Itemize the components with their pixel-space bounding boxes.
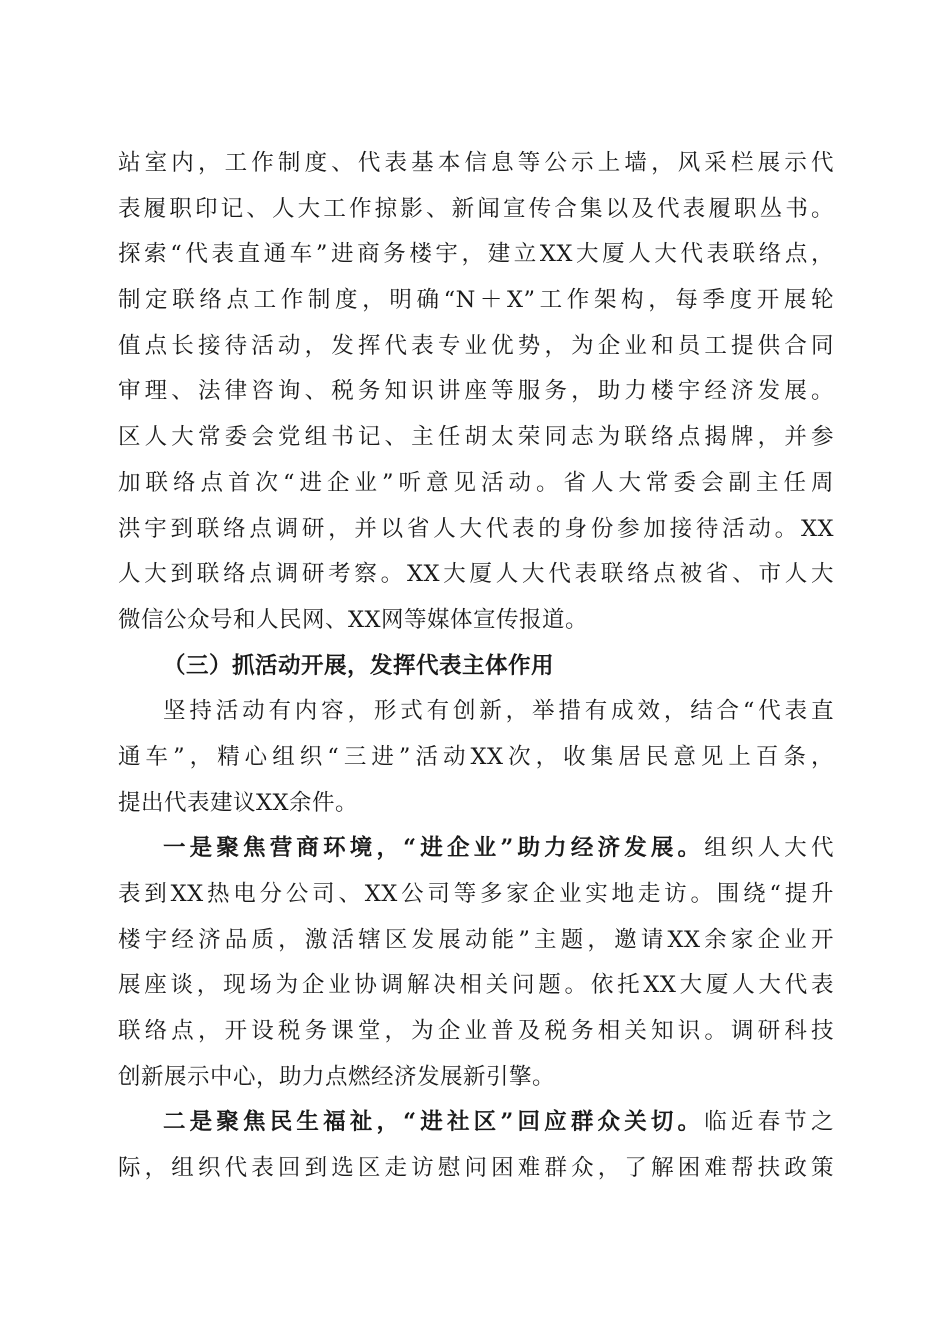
document-body <box>118 141 834 1192</box>
text-line: 表履职印记、人大工作掠影、新闻宣传合集以及代表履职丛书。 <box>118 195 834 222</box>
text-line: 站室内，工作制度、代表基本信息等公示上墙，风采栏展示代 <box>118 150 834 176</box>
paragraph-community-visits <box>118 1100 834 1191</box>
text-line: 联络点，开设税务课堂，为企业普及税务相关知识。调研科技 <box>118 1018 834 1045</box>
paragraph-activities-summary <box>118 689 834 826</box>
section-heading <box>118 644 834 690</box>
section-heading-text: （三）抓活动开展，发挥代表主体作用 <box>163 652 555 679</box>
paragraph-lead-bold: 二是聚焦民生福祉，“进社区”回应群众关切。 <box>163 1109 705 1136</box>
text-line: 提出代表建议XX余件。 <box>118 789 359 816</box>
text-line: 创新展示中心，助力点燃经济发展新引擎。 <box>118 1063 556 1090</box>
text-line <box>118 826 834 872</box>
text-line: 洪宇到联络点调研，并以省人大代表的身份参加接待活动。XX <box>118 515 834 542</box>
text-line: 审理、法律咨询、税务知识讲座等服务，助力楼宇经济发展。 <box>118 378 834 405</box>
text-line: 人大到联络点调研考察。XX大厦人大代表联络点被省、市人大 <box>118 561 834 588</box>
text-line: 微信公众号和人民网、XX网等媒体宣传报道。 <box>118 606 589 633</box>
paragraph-lead-rest: 组织人大代 <box>704 835 834 862</box>
text-line: 楼宇经济品质，激活辖区发展动能”主题，邀请XX余家企业开 <box>118 926 834 953</box>
paragraph-liaison-station <box>118 141 834 644</box>
paragraph-lead-rest: 临近春节之 <box>704 1109 834 1136</box>
text-line: 通车”，精心组织“三进”活动XX次，收集居民意见上百条， <box>118 743 834 770</box>
paragraph-enterprise-visits <box>118 826 834 1100</box>
text-line: 探索“代表直通车”进商务楼宇，建立XX大厦人大代表联络点， <box>118 241 834 268</box>
text-line: 加联络点首次“进企业”听意见活动。省人大常委会副主任周 <box>118 469 834 496</box>
paragraph-lead-bold: 一是聚焦营商环境，“进企业”助力经济发展。 <box>163 835 705 862</box>
text-line <box>118 1100 834 1146</box>
text-line: 值点长接待活动，发挥代表专业优势，为企业和员工提供合同 <box>118 332 834 359</box>
text-line: 展座谈，现场为企业协调解决相关问题。依托XX大厦人大代表 <box>118 972 834 999</box>
text-line: 区人大常委会党组书记、主任胡太荣同志为联络点揭牌，并参 <box>118 424 834 451</box>
text-line: 坚持活动有内容，形式有创新，举措有成效，结合“代表直 <box>163 698 834 725</box>
text-line: 表到XX热电分公司、XX公司等多家企业实地走访。围绕“提升 <box>118 881 834 907</box>
text-line: 制定联络点工作制度，明确“N＋X”工作架构，每季度开展轮 <box>118 287 834 314</box>
text-line: 际，组织代表回到选区走访慰问困难群众，了解困难帮扶政策 <box>118 1155 834 1182</box>
